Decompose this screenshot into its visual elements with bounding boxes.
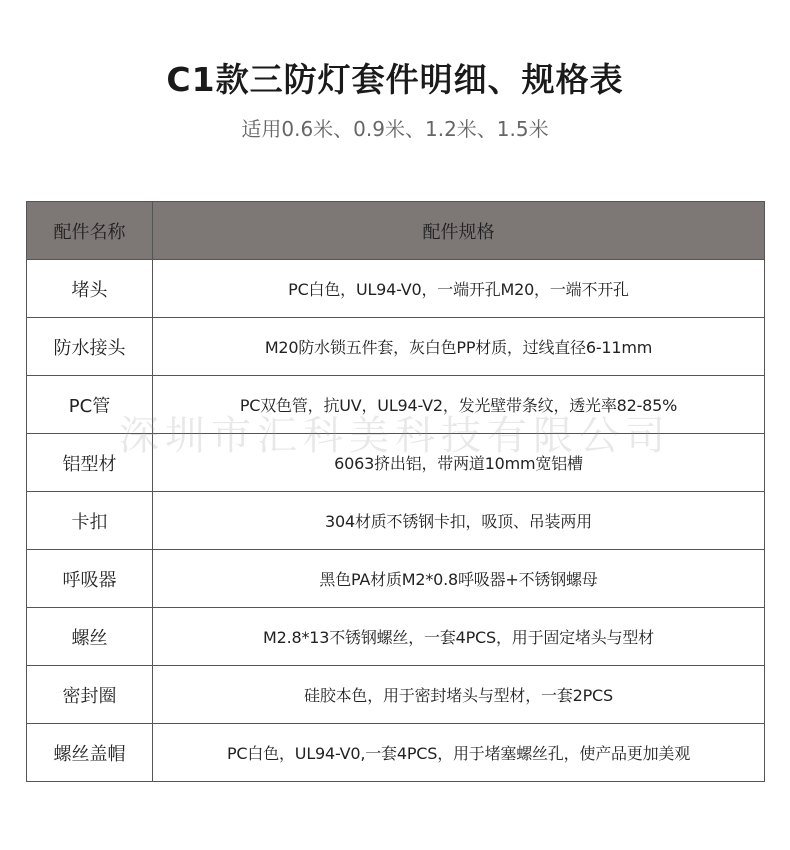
column-header-name: 配件名称 (27, 202, 153, 260)
part-name-cell: 螺丝盖帽 (27, 724, 153, 782)
company-watermark: 深圳市汇科美科技有限公司 (119, 413, 671, 459)
table-row (27, 550, 765, 608)
part-spec-cell: 304材质不锈钢卡扣，吸顶、吊装两用 (153, 492, 765, 550)
part-spec-cell: PC白色，UL94-V0，一端开孔M20，一端不开孔 (153, 260, 765, 318)
page-title: C1款三防灯套件明细、规格表 (166, 60, 624, 99)
table-row (27, 318, 765, 376)
part-name-cell: 呼吸器 (27, 550, 153, 608)
part-spec-cell: 6063挤出铝，带两道10mm宽铝槽 (153, 434, 765, 492)
part-spec-cell: PC白色，UL94-V0,一套4PCS，用于堵塞螺丝孔，使产品更加美观 (153, 724, 765, 782)
part-name-cell: 卡扣 (27, 492, 153, 550)
part-name-cell: 防水接头 (27, 318, 153, 376)
page-subtitle: 适用0.6米、0.9米、1.2米、1.5米 (241, 117, 549, 141)
table-row (27, 376, 765, 434)
part-name-cell: 螺丝 (27, 608, 153, 666)
part-spec-cell: M2.8*13不锈钢螺丝，一套4PCS，用于固定堵头与型材 (153, 608, 765, 666)
table-row (27, 434, 765, 492)
part-name-cell: 堵头 (27, 260, 153, 318)
table-row (27, 492, 765, 550)
table-row (27, 608, 765, 666)
part-name-cell: 密封圈 (27, 666, 153, 724)
part-name-cell: 铝型材 (27, 434, 153, 492)
part-spec-cell: 硅胶本色，用于密封堵头与型材，一套2PCS (153, 666, 765, 724)
part-spec-cell: 黑色PA材质M2*0.8呼吸器+不锈钢螺母 (153, 550, 765, 608)
table-row (27, 666, 765, 724)
column-header-spec: 配件规格 (153, 202, 765, 260)
table-row (27, 260, 765, 318)
table-row (27, 724, 765, 782)
part-spec-cell: PC双色管，抗UV，UL94-V2，发光壁带条纹，透光率82-85% (153, 376, 765, 434)
spec-table (26, 201, 765, 782)
table-header-row (27, 202, 765, 260)
part-name-cell: PC管 (27, 376, 153, 434)
part-spec-cell: M20防水锁五件套，灰白色PP材质，过线直径6-11mm (153, 318, 765, 376)
